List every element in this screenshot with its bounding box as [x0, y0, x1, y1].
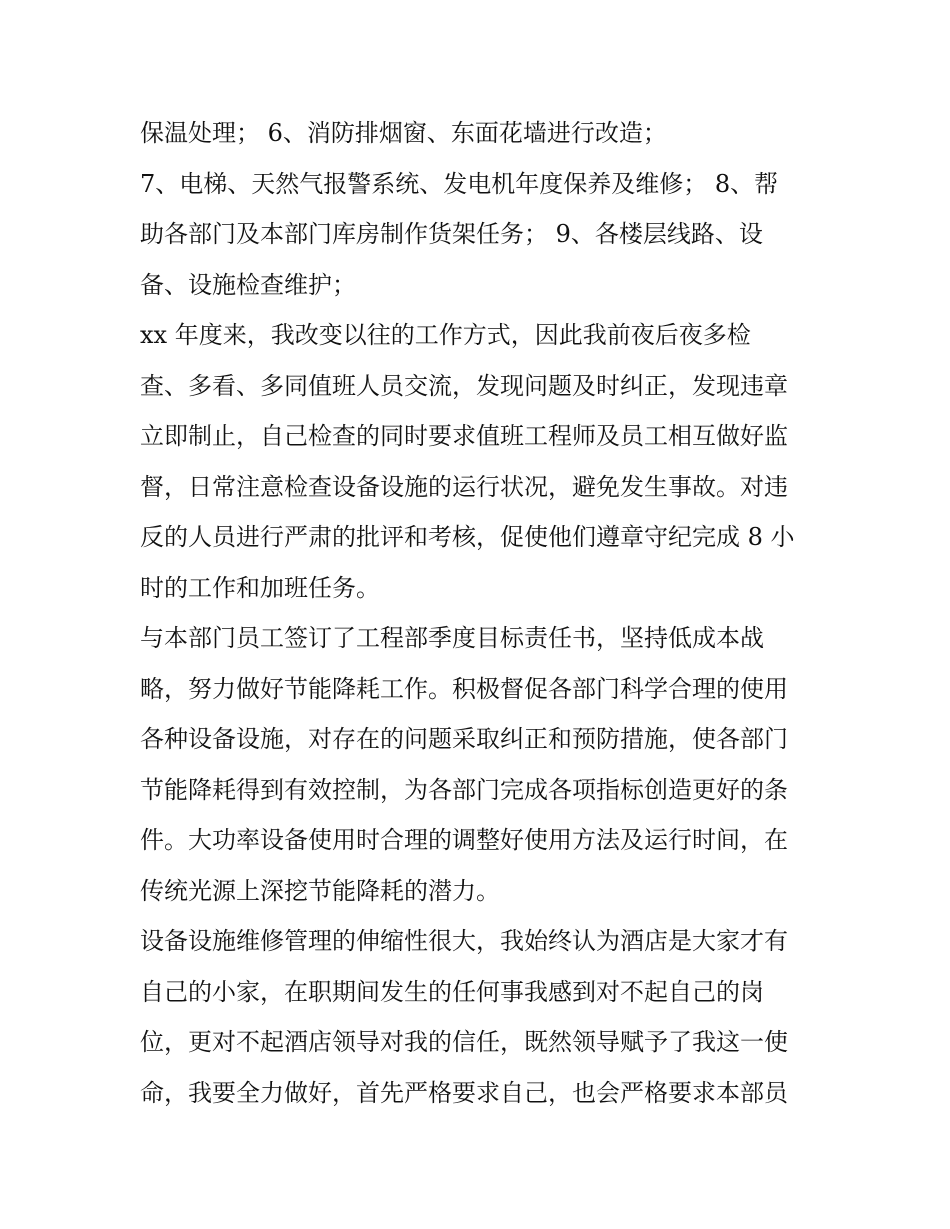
text-line: 自己的小家，在职期间发生的任何事我感到对不起自己的岗 [140, 977, 764, 1006]
text-line: 略，努力做好节能降耗工作。积极督促各部门科学合理的使用 [140, 674, 788, 703]
text-line: 保温处理； 6、消防排烟窗、东面花墙进行改造； [140, 119, 667, 147]
text-line: 督，日常注意检查设备设施的运行状况，避免发生事故。对违 [140, 472, 788, 501]
text-line: 传统光源上深挖节能降耗的潜力。 [140, 876, 500, 905]
text-line: 时的工作和加班任务。 [140, 573, 380, 602]
text-line: 立即制止，自己检查的同时要求值班工程师及员工相互做好监 [140, 422, 788, 450]
text-line: 助各部门及本部门库房制作货架任务； 9、各楼层线路、设 [140, 220, 763, 248]
text-line: xx 年度来，我改变以往的工作方式，因此我前夜后夜多检 [140, 321, 751, 349]
text-line: 查、多看、多同值班人员交流，发现问题及时纠正，发现违章 [140, 371, 788, 400]
text-line: 各种设备设施，对存在的问题采取纠正和预防措施，使各部门 [140, 725, 788, 753]
text-line: 备、设施检查维护； [140, 270, 356, 299]
text-line: 节能降耗得到有效控制，为各部门完成各项指标创造更好的条 [140, 775, 788, 804]
text-line: 位，更对不起酒店领导对我的信任，既然领导赋予了我这一使 [140, 1028, 788, 1056]
document-body [140, 108, 820, 1118]
text-line: 反的人员进行严肃的批评和考核，促使他们遵章守纪完成 8 小 [140, 523, 795, 551]
text-line: 设备设施维修管理的伸缩性很大，我始终认为酒店是大家才有 [140, 927, 788, 955]
text-line: 命，我要全力做好，首先严格要求自己，也会严格要求本部员 [140, 1078, 788, 1107]
text-line: 件。大功率设备使用时合理的调整好使用方法及运行时间，在 [140, 826, 788, 854]
text-line: 7、电梯、天然气报警系统、发电机年度保养及维修； 8、帮 [140, 169, 779, 198]
text-line: 与本部门员工签订了工程部季度目标责任书，坚持低成本战 [140, 624, 764, 652]
